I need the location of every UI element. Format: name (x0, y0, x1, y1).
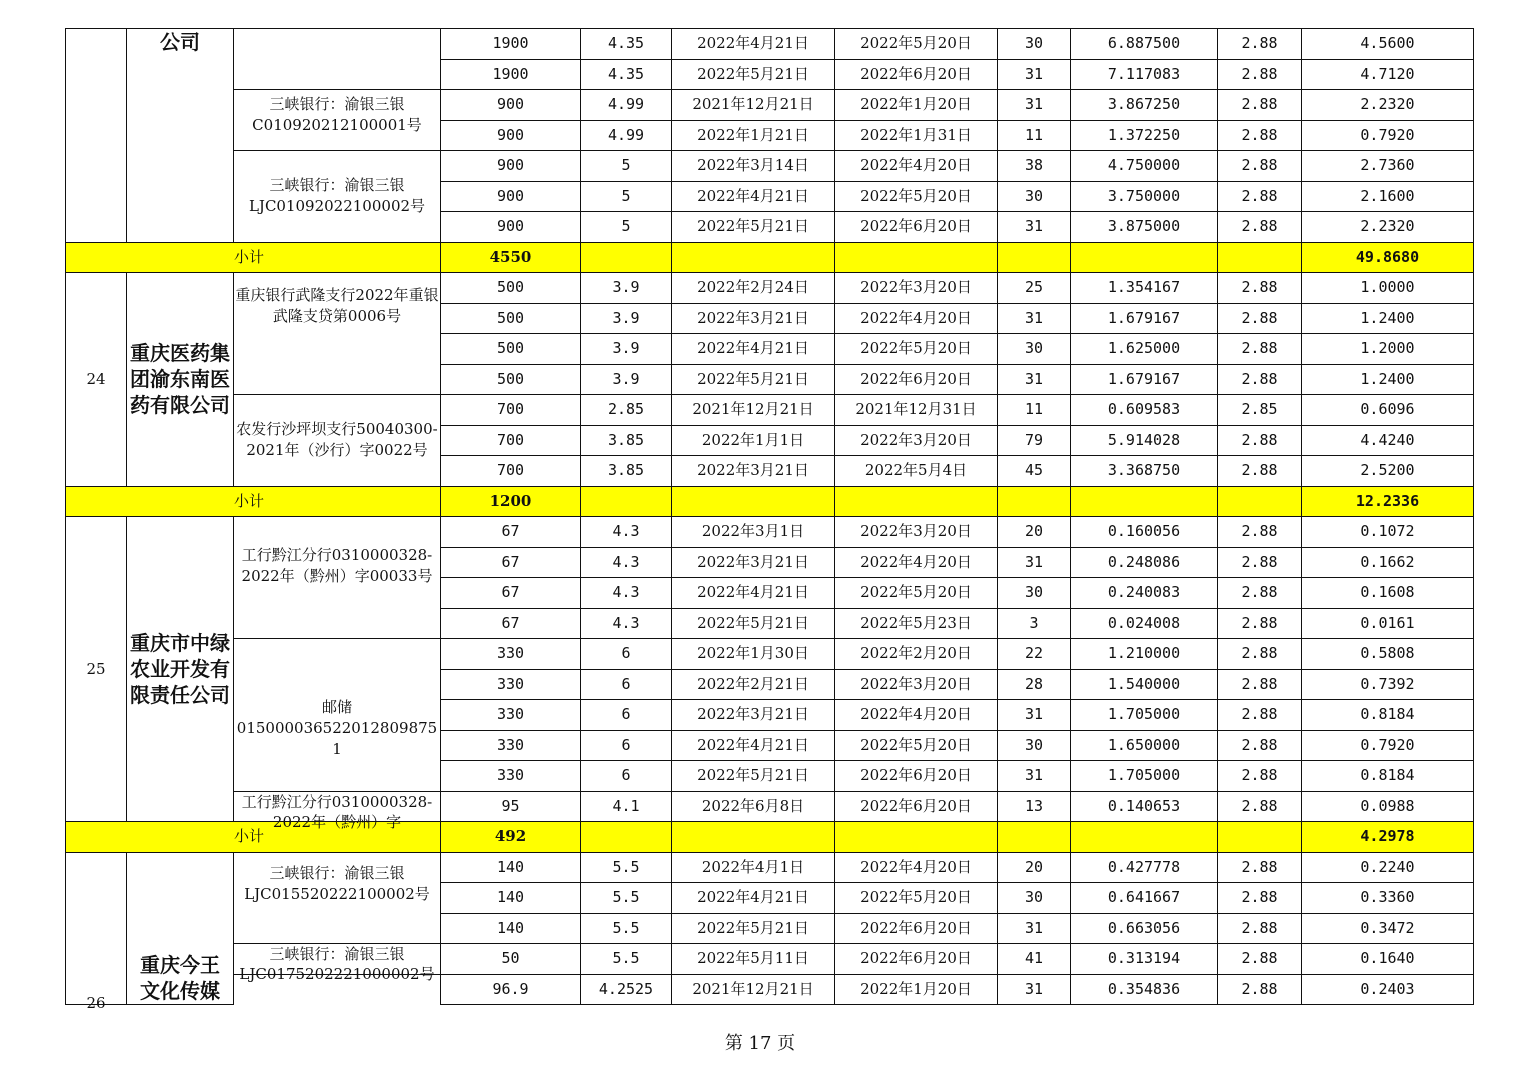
subsidy-rate-cell: 2.88 (1218, 364, 1302, 395)
interest-cell: 1.354167 (1071, 273, 1218, 304)
days-cell: 79 (998, 425, 1071, 456)
start-date-cell: 2022年4月21日 (672, 578, 835, 609)
principal-cell: 1900 (441, 29, 581, 60)
principal-cell: 330 (441, 639, 581, 670)
subsidy-rate-cell: 2.88 (1218, 425, 1302, 456)
subtotal-principal: 4550 (441, 242, 581, 273)
rate-cell: 6 (581, 730, 672, 761)
interest-cell: 5.914028 (1071, 425, 1218, 456)
subsidy-amount-cell: 0.0988 (1302, 791, 1474, 822)
subsidy-amount-cell: 0.2240 (1302, 852, 1474, 883)
start-date-cell: 2022年5月11日 (672, 944, 835, 975)
subtotal-amount: 12.2336 (1302, 486, 1474, 517)
subsidy-amount-cell: 0.1662 (1302, 547, 1474, 578)
start-date-cell: 2021年12月21日 (672, 395, 835, 426)
subsidy-rate-cell: 2.88 (1218, 791, 1302, 822)
account-text: 三峡银行：渝银三银LJC0175202221000002号 (239, 945, 435, 983)
row-index-text: 26 (86, 994, 106, 1012)
interest-cell: 1.705000 (1071, 700, 1218, 731)
principal-cell: 140 (441, 852, 581, 883)
days-cell: 31 (998, 913, 1071, 944)
days-cell: 30 (998, 181, 1071, 212)
days-cell: 31 (998, 90, 1071, 121)
interest-cell: 1.679167 (1071, 364, 1218, 395)
table-row (66, 639, 1474, 670)
row-index-cell: 24 (66, 273, 127, 487)
end-date-cell: 2021年12月31日 (835, 395, 998, 426)
interest-cell: 4.750000 (1071, 151, 1218, 182)
rate-cell: 4.2525 (581, 974, 672, 1005)
rate-cell: 4.99 (581, 90, 672, 121)
interest-cell: 7.117083 (1071, 59, 1218, 90)
interest-cell: 0.354836 (1071, 974, 1218, 1005)
end-date-cell: 2022年1月20日 (835, 90, 998, 121)
end-date-cell: 2022年4月20日 (835, 151, 998, 182)
table-row (66, 517, 1474, 548)
end-date-cell: 2022年3月20日 (835, 273, 998, 304)
interest-cell: 0.240083 (1071, 578, 1218, 609)
days-cell: 31 (998, 547, 1071, 578)
subsidy-amount-cell: 0.7920 (1302, 120, 1474, 151)
subsidy-rate-cell: 2.88 (1218, 761, 1302, 792)
subtotal-label: 小计 (66, 486, 441, 517)
interest-cell: 0.609583 (1071, 395, 1218, 426)
start-date-cell: 2022年4月21日 (672, 29, 835, 60)
days-cell: 3 (998, 608, 1071, 639)
account-cell (234, 29, 441, 90)
days-cell: 30 (998, 29, 1071, 60)
principal-cell: 700 (441, 395, 581, 426)
interest-cell: 1.650000 (1071, 730, 1218, 761)
principal-cell: 330 (441, 761, 581, 792)
principal-cell: 67 (441, 578, 581, 609)
subsidy-amount-cell: 4.7120 (1302, 59, 1474, 90)
subsidy-amount-cell: 0.3472 (1302, 913, 1474, 944)
subsidy-rate-cell: 2.88 (1218, 974, 1302, 1005)
subsidy-amount-cell: 0.1608 (1302, 578, 1474, 609)
account-cell (234, 944, 441, 983)
rate-cell: 5.5 (581, 913, 672, 944)
start-date-cell: 2022年4月1日 (672, 852, 835, 883)
interest-cell: 1.679167 (1071, 303, 1218, 334)
rate-cell: 6 (581, 761, 672, 792)
start-date-cell: 2022年1月1日 (672, 425, 835, 456)
interest-cell: 1.372250 (1071, 120, 1218, 151)
interest-cell: 1.625000 (1071, 334, 1218, 365)
start-date-cell: 2022年1月21日 (672, 120, 835, 151)
subsidy-amount-cell: 0.0161 (1302, 608, 1474, 639)
principal-cell: 900 (441, 181, 581, 212)
principal-cell: 67 (441, 608, 581, 639)
table-row (66, 90, 1474, 121)
start-date-cell: 2022年3月14日 (672, 151, 835, 182)
rate-cell: 5.5 (581, 852, 672, 883)
start-date-cell: 2022年4月21日 (672, 883, 835, 914)
subsidy-amount-cell: 0.1640 (1302, 944, 1474, 975)
interest-cell: 0.427778 (1071, 852, 1218, 883)
rate-cell: 3.9 (581, 303, 672, 334)
principal-cell: 900 (441, 212, 581, 243)
company-name-cell (127, 852, 234, 1005)
interest-cell: 0.024008 (1071, 608, 1218, 639)
start-date-cell: 2022年5月21日 (672, 761, 835, 792)
principal-cell: 140 (441, 883, 581, 914)
rate-cell: 4.1 (581, 791, 672, 822)
principal-cell: 96.9 (441, 974, 581, 1005)
subsidy-amount-cell: 0.7920 (1302, 730, 1474, 761)
subsidy-rate-cell: 2.88 (1218, 334, 1302, 365)
end-date-cell: 2022年5月20日 (835, 730, 998, 761)
end-date-cell: 2022年3月20日 (835, 425, 998, 456)
subsidy-rate-cell: 2.88 (1218, 913, 1302, 944)
subsidy-amount-cell: 1.0000 (1302, 273, 1474, 304)
subtotal-row (66, 242, 1474, 273)
end-date-cell: 2022年6月20日 (835, 913, 998, 944)
subsidy-rate-cell: 2.88 (1218, 120, 1302, 151)
principal-cell: 330 (441, 669, 581, 700)
subtotal-row (66, 486, 1474, 517)
subsidy-rate-cell: 2.88 (1218, 944, 1302, 975)
start-date-cell: 2022年5月21日 (672, 608, 835, 639)
company-name-cell: 重庆医药集团渝东南医药有限公司 (127, 273, 234, 487)
rate-cell: 3.85 (581, 456, 672, 487)
subsidy-amount-cell: 2.1600 (1302, 181, 1474, 212)
days-cell: 38 (998, 151, 1071, 182)
company-name-cell: 公司 (127, 29, 234, 243)
interest-cell: 0.663056 (1071, 913, 1218, 944)
table-row (66, 791, 1474, 822)
subsidy-rate-cell: 2.88 (1218, 90, 1302, 121)
days-cell: 31 (998, 364, 1071, 395)
end-date-cell: 2022年1月20日 (835, 974, 998, 1005)
interest-cell: 0.248086 (1071, 547, 1218, 578)
start-date-cell: 2022年1月30日 (672, 639, 835, 670)
end-date-cell: 2022年5月20日 (835, 883, 998, 914)
end-date-cell: 2022年4月20日 (835, 700, 998, 731)
start-date-cell: 2022年3月1日 (672, 517, 835, 548)
principal-cell: 330 (441, 730, 581, 761)
table-row (66, 273, 1474, 304)
days-cell: 31 (998, 700, 1071, 731)
principal-cell: 140 (441, 913, 581, 944)
rate-cell: 5 (581, 212, 672, 243)
subsidy-amount-cell: 0.3360 (1302, 883, 1474, 914)
table-row (66, 395, 1474, 426)
start-date-cell: 2021年12月21日 (672, 90, 835, 121)
account-cell: 三峡银行：渝银三银LJC01092022100002号 (234, 151, 441, 243)
subsidy-amount-cell: 1.2000 (1302, 334, 1474, 365)
account-cell: 农发行沙坪坝支行50040300-2021年（沙行）字0022号 (234, 395, 441, 487)
days-cell: 20 (998, 852, 1071, 883)
principal-cell: 50 (441, 944, 581, 975)
interest-cell: 3.875000 (1071, 212, 1218, 243)
interest-cell: 3.368750 (1071, 456, 1218, 487)
rate-cell: 3.9 (581, 273, 672, 304)
rate-cell: 2.85 (581, 395, 672, 426)
rate-cell: 6 (581, 669, 672, 700)
table-row (66, 852, 1474, 883)
table-row (66, 29, 1474, 60)
subsidy-amount-cell: 2.2320 (1302, 90, 1474, 121)
end-date-cell: 2022年5月20日 (835, 29, 998, 60)
account-cell: 邮储015000036522012809875 1 (234, 639, 441, 792)
subsidy-rate-cell: 2.88 (1218, 578, 1302, 609)
subsidy-amount-cell: 4.4240 (1302, 425, 1474, 456)
subsidy-rate-cell: 2.88 (1218, 181, 1302, 212)
start-date-cell: 2022年3月21日 (672, 303, 835, 334)
subsidy-rate-cell: 2.88 (1218, 730, 1302, 761)
subsidy-amount-cell: 0.5808 (1302, 639, 1474, 670)
rate-cell: 6 (581, 639, 672, 670)
subtotal-label: 小计 (66, 242, 441, 273)
rate-cell: 4.3 (581, 517, 672, 548)
subsidy-amount-cell: 2.5200 (1302, 456, 1474, 487)
rate-cell: 4.35 (581, 59, 672, 90)
subsidy-rate-cell: 2.88 (1218, 639, 1302, 670)
days-cell: 31 (998, 212, 1071, 243)
subsidy-rate-cell: 2.88 (1218, 212, 1302, 243)
interest-cell: 3.750000 (1071, 181, 1218, 212)
subsidy-rate-cell: 2.88 (1218, 303, 1302, 334)
rate-cell: 3.9 (581, 364, 672, 395)
account-cell: 重庆银行武隆支行2022年重银武隆支贷第0006号 (234, 273, 441, 395)
principal-cell: 1900 (441, 59, 581, 90)
rate-cell: 6 (581, 700, 672, 731)
days-cell: 30 (998, 334, 1071, 365)
end-date-cell: 2022年5月4日 (835, 456, 998, 487)
principal-cell: 500 (441, 273, 581, 304)
subsidy-amount-cell: 1.2400 (1302, 303, 1474, 334)
account-cell: 三峡银行：渝银三银LJC015520222100002号 (234, 852, 441, 944)
interest-cell: 1.540000 (1071, 669, 1218, 700)
principal-cell: 500 (441, 334, 581, 365)
subsidy-amount-cell: 0.8184 (1302, 761, 1474, 792)
interest-cell: 3.867250 (1071, 90, 1218, 121)
subsidy-rate-cell: 2.88 (1218, 547, 1302, 578)
subsidy-amount-cell: 0.7392 (1302, 669, 1474, 700)
end-date-cell: 2022年6月20日 (835, 212, 998, 243)
end-date-cell: 2022年5月20日 (835, 334, 998, 365)
principal-cell: 900 (441, 151, 581, 182)
company-name-text: 重庆今王文化传媒 (140, 953, 220, 1003)
end-date-cell: 2022年3月20日 (835, 517, 998, 548)
interest-cell: 0.160056 (1071, 517, 1218, 548)
start-date-cell: 2022年5月21日 (672, 59, 835, 90)
days-cell: 45 (998, 456, 1071, 487)
account-cell: 三峡银行：渝银三银C010920212100001号 (234, 90, 441, 151)
account-text: 工行黔江分行0310000328-2022年（黔州）字 (241, 792, 433, 831)
subsidy-amount-cell: 0.1072 (1302, 517, 1474, 548)
rate-cell: 4.99 (581, 120, 672, 151)
subsidy-amount-cell: 4.5600 (1302, 29, 1474, 60)
loan-interest-table (65, 28, 1474, 1012)
days-cell: 20 (998, 517, 1071, 548)
subsidy-rate-cell: 2.88 (1218, 852, 1302, 883)
end-date-cell: 2022年6月20日 (835, 944, 998, 975)
subsidy-rate-cell: 2.88 (1218, 273, 1302, 304)
principal-cell: 700 (441, 425, 581, 456)
start-date-cell: 2022年4月21日 (672, 181, 835, 212)
principal-cell: 500 (441, 303, 581, 334)
end-date-cell: 2022年5月23日 (835, 608, 998, 639)
days-cell: 22 (998, 639, 1071, 670)
company-name-cell: 重庆市中绿农业开发有限责任公司 (127, 517, 234, 822)
days-cell: 11 (998, 395, 1071, 426)
subsidy-rate-cell: 2.88 (1218, 29, 1302, 60)
rate-cell: 4.3 (581, 547, 672, 578)
subsidy-amount-cell: 1.2400 (1302, 364, 1474, 395)
end-date-cell: 2022年2月20日 (835, 639, 998, 670)
account-cell: 工行黔江分行0310000328-2022年（黔州）字00033号 (234, 517, 441, 639)
days-cell: 30 (998, 730, 1071, 761)
subsidy-amount-cell: 0.6096 (1302, 395, 1474, 426)
subsidy-rate-cell: 2.88 (1218, 700, 1302, 731)
interest-cell: 0.313194 (1071, 944, 1218, 975)
end-date-cell: 2022年6月20日 (835, 761, 998, 792)
start-date-cell: 2022年5月21日 (672, 212, 835, 243)
end-date-cell: 2022年3月20日 (835, 669, 998, 700)
table-row (66, 944, 1474, 975)
row-index-cell: 25 (66, 517, 127, 822)
days-cell: 30 (998, 883, 1071, 914)
interest-cell: 0.140653 (1071, 791, 1218, 822)
subtotal-amount: 4.2978 (1302, 822, 1474, 853)
rate-cell: 5.5 (581, 944, 672, 975)
days-cell: 13 (998, 791, 1071, 822)
start-date-cell: 2022年4月21日 (672, 334, 835, 365)
subsidy-rate-cell: 2.88 (1218, 883, 1302, 914)
subsidy-amount-cell: 2.7360 (1302, 151, 1474, 182)
days-cell: 31 (998, 974, 1071, 1005)
rate-cell: 3.85 (581, 425, 672, 456)
interest-cell: 6.887500 (1071, 29, 1218, 60)
subsidy-rate-cell: 2.88 (1218, 59, 1302, 90)
rate-cell: 4.35 (581, 29, 672, 60)
row-index-cell (66, 29, 127, 243)
end-date-cell: 2022年6月20日 (835, 791, 998, 822)
end-date-cell: 2022年1月31日 (835, 120, 998, 151)
days-cell: 41 (998, 944, 1071, 975)
principal-cell: 95 (441, 791, 581, 822)
days-cell: 31 (998, 59, 1071, 90)
subsidy-amount-cell: 0.8184 (1302, 700, 1474, 731)
principal-cell: 900 (441, 120, 581, 151)
end-date-cell: 2022年4月20日 (835, 303, 998, 334)
end-date-cell: 2022年5月20日 (835, 578, 998, 609)
principal-cell: 900 (441, 90, 581, 121)
principal-cell: 67 (441, 547, 581, 578)
subtotal-amount: 49.8680 (1302, 242, 1474, 273)
subtotal-label: 小计 (66, 822, 441, 853)
subsidy-rate-cell: 2.88 (1218, 151, 1302, 182)
interest-cell: 1.705000 (1071, 761, 1218, 792)
principal-cell: 500 (441, 364, 581, 395)
days-cell: 31 (998, 303, 1071, 334)
rate-cell: 4.3 (581, 578, 672, 609)
start-date-cell: 2022年5月21日 (672, 913, 835, 944)
end-date-cell: 2022年4月20日 (835, 852, 998, 883)
end-date-cell: 2022年5月20日 (835, 181, 998, 212)
start-date-cell: 2022年3月21日 (672, 700, 835, 731)
subtotal-principal: 1200 (441, 486, 581, 517)
days-cell: 28 (998, 669, 1071, 700)
row-index-cell (66, 852, 127, 1012)
end-date-cell: 2022年6月20日 (835, 59, 998, 90)
interest-cell: 0.641667 (1071, 883, 1218, 914)
subsidy-rate-cell: 2.88 (1218, 517, 1302, 548)
days-cell: 31 (998, 761, 1071, 792)
page-number: 第 17 页 (724, 1033, 796, 1054)
start-date-cell: 2021年12月21日 (672, 974, 835, 1005)
account-cell (234, 791, 441, 831)
start-date-cell: 2022年5月21日 (672, 364, 835, 395)
subsidy-rate-cell: 2.88 (1218, 456, 1302, 487)
end-date-cell: 2022年6月20日 (835, 364, 998, 395)
start-date-cell: 2022年4月21日 (672, 730, 835, 761)
start-date-cell: 2022年2月21日 (672, 669, 835, 700)
subsidy-rate-cell: 2.88 (1218, 608, 1302, 639)
days-cell: 30 (998, 578, 1071, 609)
end-date-cell: 2022年4月20日 (835, 547, 998, 578)
rate-cell: 4.3 (581, 608, 672, 639)
start-date-cell: 2022年3月21日 (672, 547, 835, 578)
rate-cell: 3.9 (581, 334, 672, 365)
interest-cell: 1.210000 (1071, 639, 1218, 670)
start-date-cell: 2022年3月21日 (672, 456, 835, 487)
days-cell: 25 (998, 273, 1071, 304)
rate-cell: 5.5 (581, 883, 672, 914)
subsidy-amount-cell: 0.2403 (1302, 974, 1474, 1005)
subsidy-amount-cell: 2.2320 (1302, 212, 1474, 243)
subsidy-rate-cell: 2.85 (1218, 395, 1302, 426)
days-cell: 11 (998, 120, 1071, 151)
principal-cell: 67 (441, 517, 581, 548)
subsidy-rate-cell: 2.88 (1218, 669, 1302, 700)
subtotal-principal: 492 (441, 822, 581, 853)
principal-cell: 330 (441, 700, 581, 731)
rate-cell: 5 (581, 151, 672, 182)
start-date-cell: 2022年2月24日 (672, 273, 835, 304)
principal-cell: 700 (441, 456, 581, 487)
rate-cell: 5 (581, 181, 672, 212)
table-row (66, 151, 1474, 182)
start-date-cell: 2022年6月8日 (672, 791, 835, 822)
